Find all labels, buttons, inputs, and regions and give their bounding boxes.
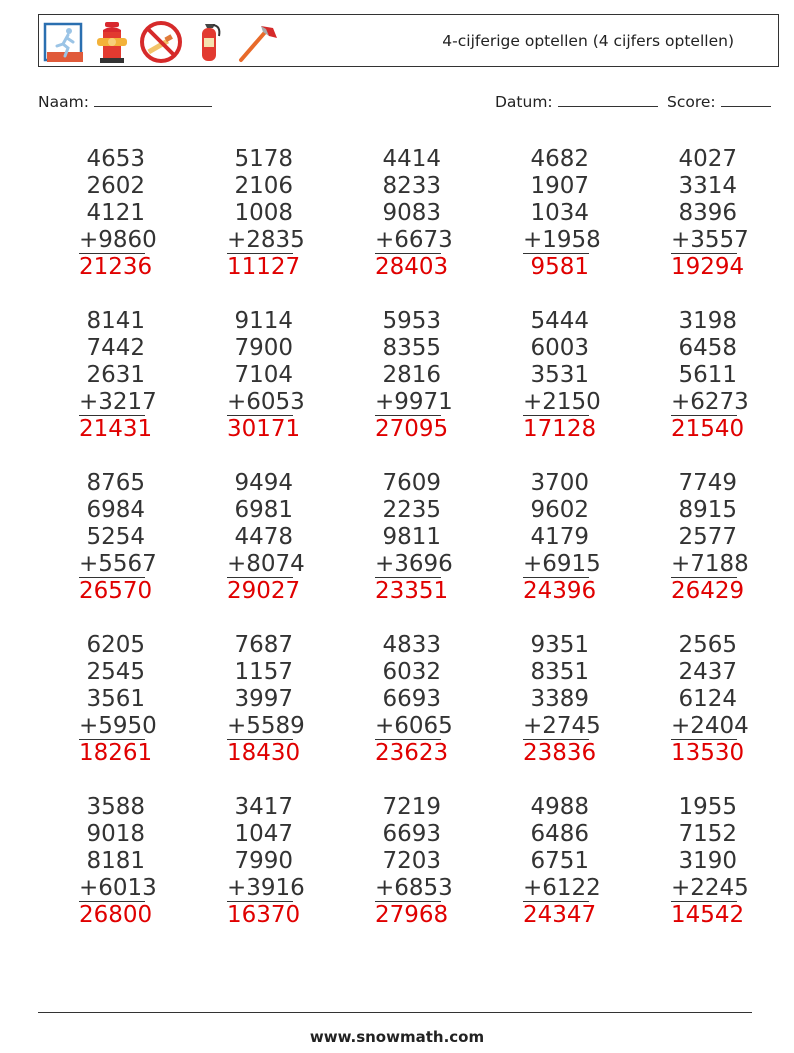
addend-with-plus: +5567: [79, 551, 157, 577]
score-label: Score:: [667, 93, 716, 111]
addend: 2437: [678, 659, 737, 685]
addition-problem: [227, 146, 305, 282]
addition-problem: [523, 794, 601, 930]
answer: 23623: [375, 740, 449, 766]
addend: 9602: [530, 497, 589, 523]
header-box: [38, 14, 779, 67]
addend: 1034: [530, 200, 589, 226]
answer: 14542: [671, 902, 745, 928]
addend: 4833: [382, 632, 441, 658]
fire-hydrant-icon: [89, 18, 137, 66]
addend: 9018: [86, 821, 145, 847]
addend-with-plus: +3557: [671, 227, 749, 253]
addend: 3531: [530, 362, 589, 388]
addend: 7990: [234, 848, 293, 874]
footer-site: www.snowmath.com: [309, 1028, 485, 1046]
addend: 2631: [86, 362, 145, 388]
addend: 8765: [86, 470, 145, 496]
fire-axe-icon: [233, 18, 281, 66]
addend: 6032: [382, 659, 441, 685]
addend: 4988: [530, 794, 589, 820]
addition-problem: [523, 146, 601, 282]
answer: 27095: [375, 416, 449, 442]
addend: 5178: [234, 146, 293, 172]
addend: 7687: [234, 632, 293, 658]
answer: 13530: [671, 740, 745, 766]
addend: 3997: [234, 686, 293, 712]
addition-problem: [79, 308, 157, 444]
addition-problem: [79, 470, 157, 606]
addend: 1955: [678, 794, 737, 820]
addition-problem: [227, 794, 305, 930]
addend-with-plus: +2404: [671, 713, 749, 739]
addend: 3700: [530, 470, 589, 496]
addend: 2235: [382, 497, 441, 523]
addend: 4179: [530, 524, 589, 550]
addend: 7104: [234, 362, 293, 388]
addend: 8233: [382, 173, 441, 199]
addend: 3588: [86, 794, 145, 820]
addition-problem: [523, 470, 601, 606]
addend: 9811: [382, 524, 441, 550]
answer: 21236: [79, 254, 153, 280]
answer: 16370: [227, 902, 301, 928]
addend-with-plus: +6013: [79, 875, 157, 901]
answer: 18261: [79, 740, 153, 766]
addend-with-plus: +6122: [523, 875, 601, 901]
addend: 6124: [678, 686, 737, 712]
answer: 9581: [530, 254, 589, 280]
answer: 26429: [671, 578, 745, 604]
addend: 4653: [86, 146, 145, 172]
addend: 3314: [678, 173, 737, 199]
addition-problem: [671, 632, 749, 768]
addend: 6693: [382, 821, 441, 847]
footer-divider: [38, 1012, 752, 1013]
addend-with-plus: +6915: [523, 551, 601, 577]
addend: 4121: [86, 200, 145, 226]
addend: 4414: [382, 146, 441, 172]
addend: 6751: [530, 848, 589, 874]
addend: 8141: [86, 308, 145, 334]
addend: 6458: [678, 335, 737, 361]
addend: 5953: [382, 308, 441, 334]
addend: 2602: [86, 173, 145, 199]
addend-with-plus: +2245: [671, 875, 749, 901]
answer: 11127: [227, 254, 301, 280]
addend: 9351: [530, 632, 589, 658]
page-title: 4-cijferige optellen (4 cijfers optellen): [442, 32, 734, 50]
addend: 3389: [530, 686, 589, 712]
answer: 21540: [671, 416, 745, 442]
answer: 30171: [227, 416, 301, 442]
answer: 28403: [375, 254, 449, 280]
addend-with-plus: +1958: [523, 227, 601, 253]
addend: 3417: [234, 794, 293, 820]
addend: 6205: [86, 632, 145, 658]
addend: 7900: [234, 335, 293, 361]
addend: 8351: [530, 659, 589, 685]
addend: 9083: [382, 200, 441, 226]
addend: 9494: [234, 470, 293, 496]
addend: 3190: [678, 848, 737, 874]
answer: 26570: [79, 578, 153, 604]
answer: 24396: [523, 578, 597, 604]
addend-with-plus: +2745: [523, 713, 601, 739]
addend: 1008: [234, 200, 293, 226]
addend: 5254: [86, 524, 145, 550]
addend: 7442: [86, 335, 145, 361]
no-smoking-icon: [137, 18, 185, 66]
answer: 21431: [79, 416, 153, 442]
addend: 8396: [678, 200, 737, 226]
addition-problem: [79, 794, 157, 930]
addition-problem: [79, 632, 157, 768]
addend: 3198: [678, 308, 737, 334]
addition-problem: [671, 146, 749, 282]
addend: 7203: [382, 848, 441, 874]
addend-with-plus: +6065: [375, 713, 453, 739]
name-field[interactable]: [38, 92, 212, 111]
addend: 2816: [382, 362, 441, 388]
addition-problem: [671, 794, 749, 930]
answer: 23351: [375, 578, 449, 604]
addend-with-plus: +6673: [375, 227, 453, 253]
addend: 4682: [530, 146, 589, 172]
addend-with-plus: +7188: [671, 551, 749, 577]
score-line: [721, 92, 771, 107]
addend-with-plus: +8074: [227, 551, 305, 577]
addition-problem: [375, 794, 453, 930]
addend: 7152: [678, 821, 737, 847]
addend: 7219: [382, 794, 441, 820]
addend: 6984: [86, 497, 145, 523]
answer: 27968: [375, 902, 449, 928]
addend: 1047: [234, 821, 293, 847]
addition-problem: [79, 146, 157, 282]
answer: 26800: [79, 902, 153, 928]
addend: 1157: [234, 659, 293, 685]
addend: 2545: [86, 659, 145, 685]
addition-problem: [227, 632, 305, 768]
addend: 2577: [678, 524, 737, 550]
addend: 8355: [382, 335, 441, 361]
addend: 7749: [678, 470, 737, 496]
addend-with-plus: +5950: [79, 713, 157, 739]
addend-with-plus: +6053: [227, 389, 305, 415]
addition-problem: [523, 308, 601, 444]
answer: 17128: [523, 416, 597, 442]
answer: 29027: [227, 578, 301, 604]
name-line: [94, 92, 212, 107]
addition-problem: [375, 146, 453, 282]
addend-with-plus: +3696: [375, 551, 453, 577]
score-field[interactable]: [667, 92, 771, 111]
addend: 1907: [530, 173, 589, 199]
date-field[interactable]: [495, 92, 658, 111]
addition-problem: [375, 308, 453, 444]
date-line: [558, 92, 658, 107]
addition-problem: [227, 470, 305, 606]
addend: 5444: [530, 308, 589, 334]
addend: 9114: [234, 308, 293, 334]
header-icons: [41, 18, 281, 66]
addend: 2565: [678, 632, 737, 658]
addend-with-plus: +2835: [227, 227, 305, 253]
addend-with-plus: +9860: [79, 227, 157, 253]
answer: 19294: [671, 254, 745, 280]
addend: 3561: [86, 686, 145, 712]
addition-problem: [671, 308, 749, 444]
addend: 6981: [234, 497, 293, 523]
addend-with-plus: +6273: [671, 389, 749, 415]
addend: 6003: [530, 335, 589, 361]
addition-problem: [227, 308, 305, 444]
addition-problem: [375, 632, 453, 768]
addition-problem: [523, 632, 601, 768]
addend: 8181: [86, 848, 145, 874]
fire-extinguisher-icon: [185, 18, 233, 66]
addend-with-plus: +6853: [375, 875, 453, 901]
addend-with-plus: +5589: [227, 713, 305, 739]
addend: 8915: [678, 497, 737, 523]
answer: 23836: [523, 740, 597, 766]
answer: 18430: [227, 740, 301, 766]
name-label: Naam:: [38, 93, 89, 111]
addend-with-plus: +3217: [79, 389, 157, 415]
date-label: Datum:: [495, 93, 553, 111]
emergency-exit-icon: [41, 18, 89, 66]
addend-with-plus: +2150: [523, 389, 601, 415]
addend: 5611: [678, 362, 737, 388]
addend: 4027: [678, 146, 737, 172]
addend-with-plus: +9971: [375, 389, 453, 415]
addition-problem: [375, 470, 453, 606]
addend: 2106: [234, 173, 293, 199]
answer: 24347: [523, 902, 597, 928]
addend: 6486: [530, 821, 589, 847]
addend-with-plus: +3916: [227, 875, 305, 901]
addend: 6693: [382, 686, 441, 712]
addend: 4478: [234, 524, 293, 550]
addition-problem: [671, 470, 749, 606]
addend: 7609: [382, 470, 441, 496]
